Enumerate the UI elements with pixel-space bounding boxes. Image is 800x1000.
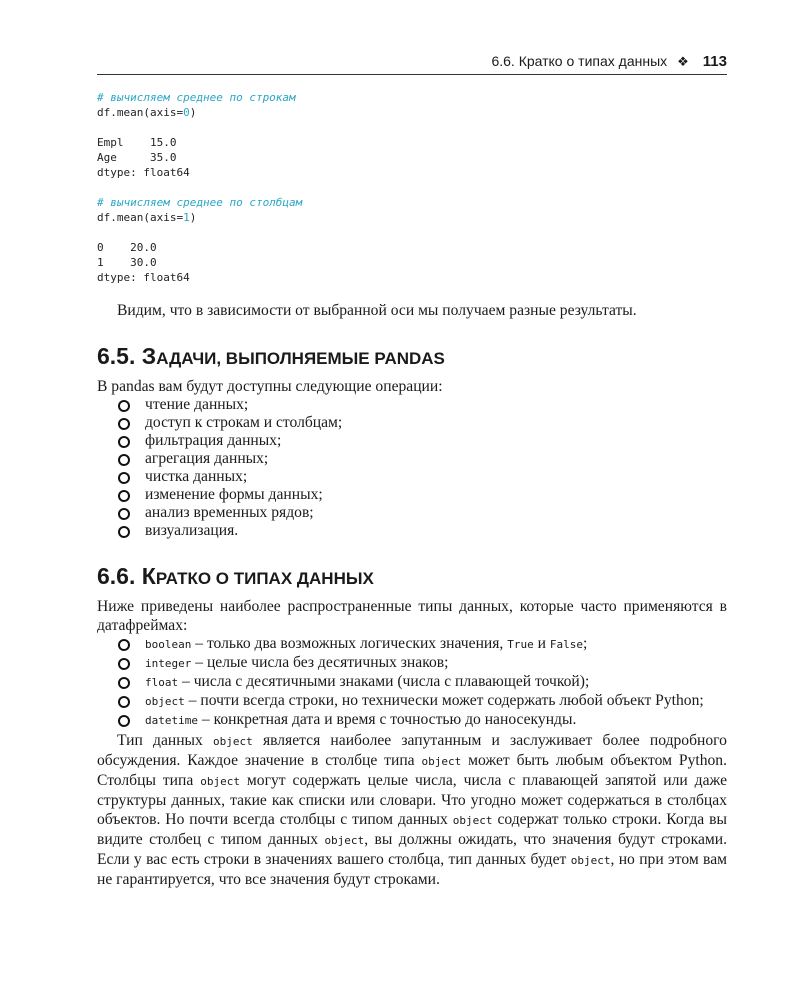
bullet-icon xyxy=(118,400,130,412)
operations-list xyxy=(97,396,727,540)
paragraph-text: может быть любым объектом Python. Столбцы типа xyxy=(97,752,727,789)
data-types-list xyxy=(97,635,727,730)
code-call-text: ) xyxy=(189,106,197,119)
type-description: – почти всегда строки, но технически может содержать любой объект Python; xyxy=(184,692,704,709)
type-name: datetime xyxy=(145,714,198,727)
list-item xyxy=(97,414,727,432)
bullet-icon xyxy=(118,436,130,448)
section-number: 6.5. xyxy=(97,343,136,369)
inline-code: True xyxy=(507,638,534,651)
paragraph-text: Тип данных xyxy=(117,732,214,749)
list-item xyxy=(97,504,727,522)
code-output-line: 0 20.0 xyxy=(97,241,157,254)
list-item xyxy=(97,486,727,504)
paragraph-text: , но при этом вам не гарантируется, что все значения будут строками. xyxy=(97,851,727,888)
bullet-icon xyxy=(118,715,130,727)
type-description: – только два возможных логических значения, xyxy=(191,635,508,652)
type-name: boolean xyxy=(145,638,192,651)
list-item-text: фильтрация данных; xyxy=(145,432,282,449)
code-comment-cols: # вычисляем среднее по столбцам xyxy=(97,196,303,209)
list-item-text: изменение формы данных; xyxy=(145,486,323,503)
inline-code: object xyxy=(200,775,240,788)
paragraph-object-type xyxy=(97,731,727,889)
code-comment-rows: # вычисляем среднее по строкам xyxy=(97,91,296,104)
section-heading-6-5 xyxy=(97,342,727,373)
list-item xyxy=(97,692,727,711)
list-item xyxy=(97,432,727,450)
list-item-text: анализ временных рядов; xyxy=(145,504,314,521)
code-call-text: ) xyxy=(189,211,197,224)
code-call-arg: 0 xyxy=(183,106,190,119)
code-output-line: Empl 15.0 xyxy=(97,136,177,149)
list-item xyxy=(97,468,727,486)
inline-code: object xyxy=(570,854,611,867)
type-description: – целые числа без десятичных знаков; xyxy=(191,654,449,671)
running-header xyxy=(97,52,727,75)
list-item xyxy=(97,396,727,414)
bullet-icon xyxy=(118,454,130,466)
code-output-line: dtype: float64 xyxy=(97,271,190,284)
type-description: и xyxy=(533,635,550,652)
inline-code: object xyxy=(421,755,462,768)
type-name: float xyxy=(145,676,179,689)
code-call-text: df.mean(axis= xyxy=(97,106,184,119)
list-item-text: чтение данных; xyxy=(145,396,249,413)
code-call-cols xyxy=(97,211,196,224)
bullet-icon xyxy=(118,696,130,708)
paragraph-text: является наиболее запутанным и заслуживает более подробного обсуждения. Каждое значение в столбце типа xyxy=(97,732,727,769)
type-description: – числа с десятичными знаками (числа с плавающей точкой); xyxy=(178,673,590,690)
paragraph-axis: Видим, что в зависимости от выбранной оси мы получаем разные результаты. xyxy=(117,302,637,319)
bullet-icon xyxy=(118,418,130,430)
paragraph-text: , вы должны ожидать, что значения будут строками. Если у вас есть строки в значениях вашего столбца, тип данных будет xyxy=(97,831,727,868)
list-item xyxy=(97,673,727,692)
list-item-text: чистка данных; xyxy=(145,468,248,485)
bullet-icon xyxy=(118,490,130,502)
list-item xyxy=(97,711,727,730)
inline-code: object xyxy=(213,735,253,748)
list-item-text: агрегация данных; xyxy=(145,450,269,467)
paragraph-text: могут содержать целые числа, числа с плавающей запятой или даже структуры данных, такие как списки или словари. Что угодно может содержаться в столбцах объектов. Но почти всегда столбцы с типом данных xyxy=(97,772,728,828)
bullet-icon xyxy=(118,526,130,538)
type-description: – конкретная дата и время с точностью до наносекунды. xyxy=(197,711,577,728)
bullet-icon xyxy=(118,639,130,651)
type-name: integer xyxy=(145,657,192,670)
code-call-rows xyxy=(97,106,196,119)
type-name: object xyxy=(145,695,185,708)
bullet-icon xyxy=(118,472,130,484)
inline-code: False xyxy=(549,638,584,651)
page-content xyxy=(97,90,727,889)
page-number: 113 xyxy=(702,53,727,70)
inline-code: object xyxy=(324,834,365,847)
code-call-arg: 1 xyxy=(183,211,190,224)
section-title-cap: З xyxy=(141,343,157,369)
code-block xyxy=(97,90,727,285)
section-number: 6.6. xyxy=(97,563,136,589)
list-item xyxy=(97,450,727,468)
code-output-line: 1 30.0 xyxy=(97,256,157,269)
section-title-cap: К xyxy=(141,563,156,589)
running-header-text xyxy=(491,53,727,70)
code-output-line: Age 35.0 xyxy=(97,151,177,164)
paragraph-text: содержат только строки. Когда вы видите столбец с типом данных xyxy=(97,811,727,848)
code-output-line: dtype: float64 xyxy=(97,166,190,179)
section-intro: Ниже приведены наиболее распространенные типы данных, которые часто применяются в датафреймах: xyxy=(97,598,727,634)
bullet-icon xyxy=(118,677,130,689)
section-title-rest: АДАЧИ, ВЫПОЛНЯЕМЫЕ PANDAS xyxy=(156,349,445,368)
list-item xyxy=(97,635,727,654)
list-item xyxy=(97,522,727,540)
bullet-icon xyxy=(118,508,130,520)
list-item xyxy=(97,654,727,673)
section-heading-6-6 xyxy=(97,562,727,593)
type-description: ; xyxy=(583,635,588,652)
section-intro: В pandas вам будут доступны следующие операции: xyxy=(97,378,443,395)
diamond-icon: ❖ xyxy=(677,54,689,69)
inline-code: object xyxy=(452,814,493,827)
section-title-rest: РАТКО О ТИПАХ ДАННЫХ xyxy=(155,569,374,588)
list-item-text: визуализация. xyxy=(145,522,239,539)
bullet-icon xyxy=(118,658,130,670)
header-section-title: 6.6. Кратко о типах данных xyxy=(491,53,668,69)
list-item-text: доступ к строкам и столбцам; xyxy=(145,414,343,431)
code-call-text: df.mean(axis= xyxy=(97,211,184,224)
